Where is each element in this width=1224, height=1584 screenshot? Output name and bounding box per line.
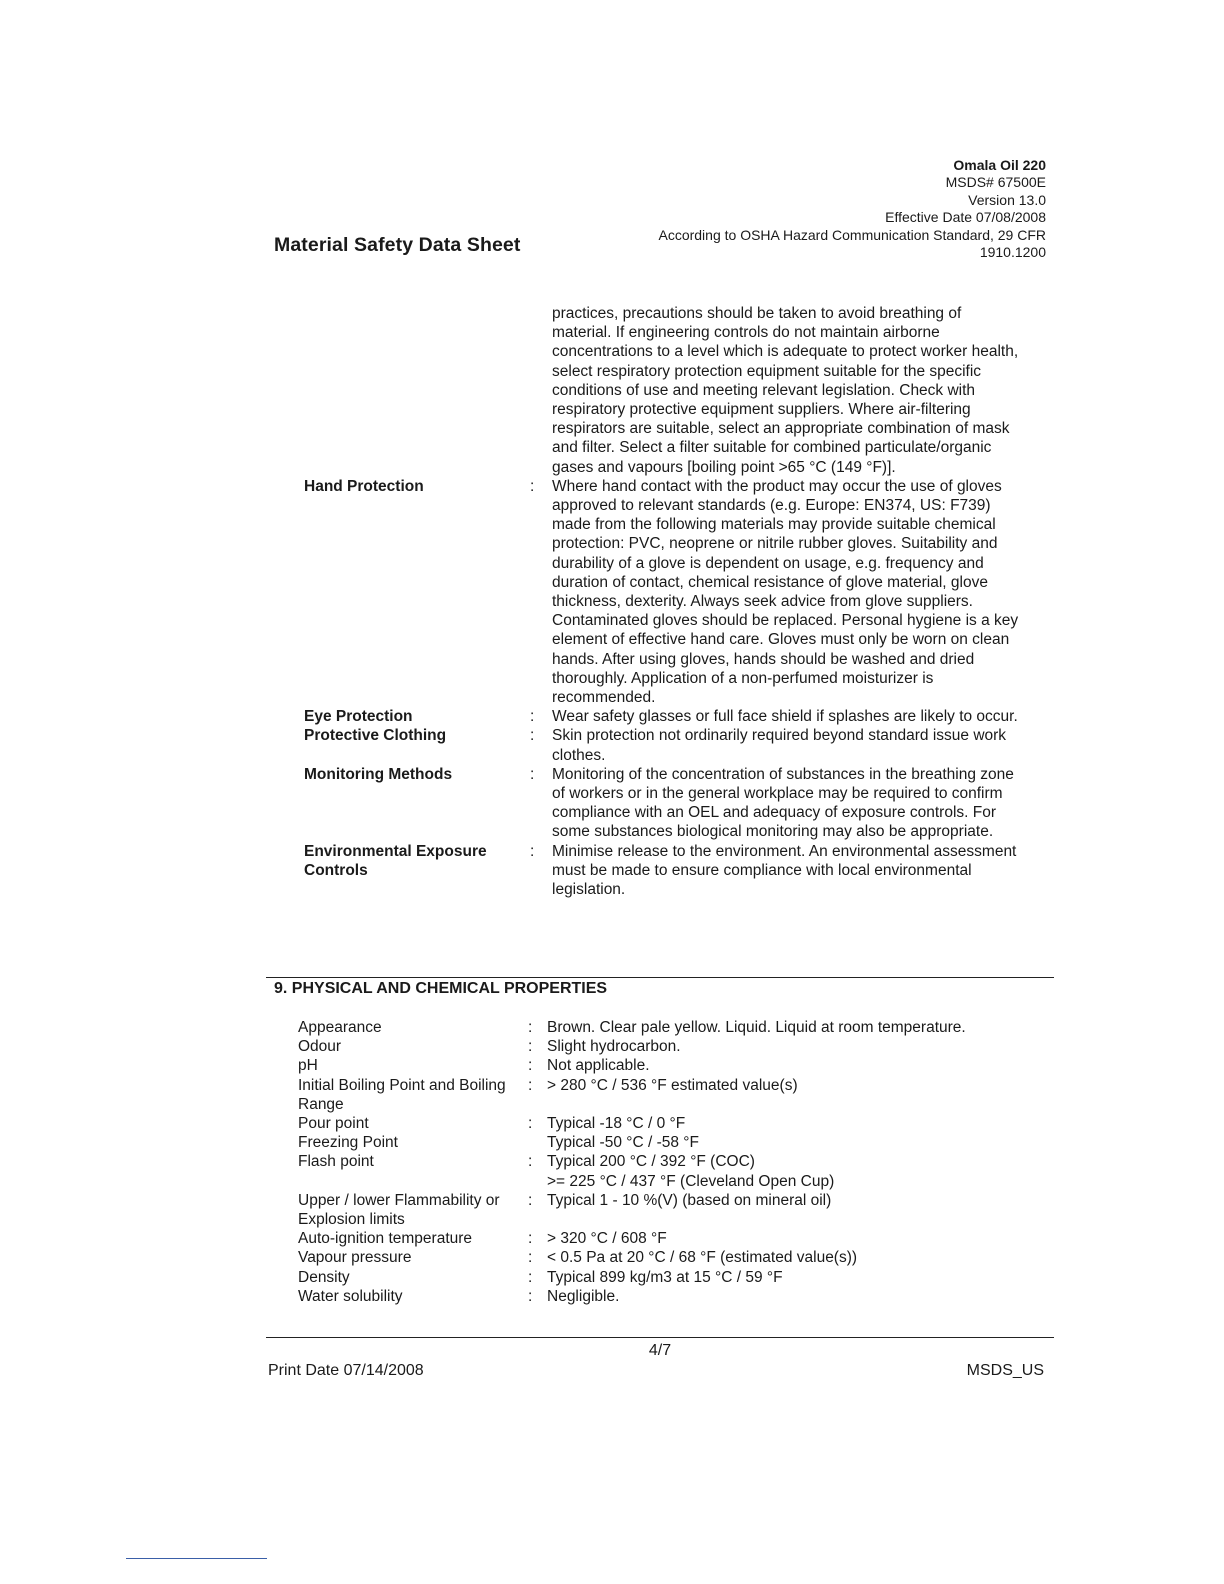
property-value: Typical -50 °C / -58 °F [547, 1134, 699, 1152]
property-value: Brown. Clear pale yellow. Liquid. Liquid at room temperature. [547, 1019, 966, 1036]
monitoring-methods-row: Monitoring Methods : Monitoring of the concentration of substances in the breathing zone of workers or in the general workplace may be required to confirm compliance with an OEL and adequacy of exposure controls. For some substances biological monitoring may also be appropriate. [304, 765, 1024, 842]
print-date: Print Date 07/14/2008 [268, 1362, 424, 1379]
property-row [298, 1133, 1018, 1152]
property-label: Freezing Point [298, 1134, 398, 1152]
property-row: Density : Typical 899 kg/m3 at 15 °C / 59 °F [298, 1268, 1018, 1287]
property-row: Pour point : Typical -18 °C / 0 °F [298, 1114, 1018, 1133]
protective-clothing-text: Skin protection not ordinarily required beyond standard issue work clothes. [552, 727, 1007, 764]
property-label: Initial Boiling Point and Boiling Range [298, 1076, 506, 1113]
property-value: Typical 200 °C / 392 °F (COC) [547, 1153, 755, 1171]
environmental-exposure-row: Environmental Exposure Controls : Minimise release to the environment. An environmental assessment must be made to ensure compliance with local environmental legislation. [304, 842, 1024, 900]
property-value: Typical -18 °C / 0 °F [547, 1115, 686, 1133]
eye-protection-text: Wear safety glasses or full face shield if splashes are likely to occur. [552, 708, 1018, 726]
hand-protection-text: Where hand contact with the product may occur the use of gloves approved to relevant standards (e.g. Europe: EN374, US: F739) made from the following materials may provide suitable chemical protection: PVC, neoprene or nitrile rubber gloves. Suitability and durability of a glove is dependent on usage, e.g. frequency and duration of contact, chemical resistance of glove material, glove thickness, dexterity. Always seek advice from glove suppliers. Contaminated gloves should be replaced. Personal hygiene is a key element of effective hand care. Gloves must only be worn on clean hands. After using gloves, hands should be washed and dried thoroughly. Application of a non-perfumed moisturizer is recommended. [552, 477, 1019, 707]
respiratory-continuation-row [304, 304, 1024, 477]
property-label: Upper / lower Flammability or Explosion limits [298, 1191, 500, 1229]
environmental-exposure-text: Minimise release to the environment. An environmental assessment must be made to ensure compliance with local environmental legislation. [552, 842, 1017, 899]
product-name: Omala Oil 220 [953, 157, 1046, 173]
effective-date: Effective Date 07/08/2008 [885, 209, 1046, 226]
property-value: Typical 899 kg/m3 at 15 °C / 59 °F [547, 1268, 783, 1286]
hand-protection-label: Hand Protection [304, 477, 424, 495]
property-label: Density [298, 1268, 350, 1286]
footnote-separator [126, 1558, 267, 1559]
property-value: Negligible. [547, 1287, 620, 1305]
environmental-exposure-label: Environmental Exposure Controls [304, 842, 487, 879]
osha-standard-line2: 1910.1200 [979, 244, 1046, 261]
eye-protection-row: Eye Protection : Wear safety glasses or full face shield if splashes are likely to occur. [304, 707, 1024, 726]
monitoring-methods-label: Monitoring Methods [304, 765, 453, 783]
property-value: Slight hydrocarbon. [547, 1038, 681, 1056]
header-meta [658, 157, 1046, 261]
exposure-controls-section [304, 304, 1024, 899]
property-label: Odour [298, 1038, 342, 1056]
section-9-heading: 9. PHYSICAL AND CHEMICAL PROPERTIES [274, 980, 608, 997]
property-row: pH : Not applicable. [298, 1056, 1018, 1075]
property-value: > 280 °C / 536 °F estimated value(s) [547, 1076, 798, 1094]
properties-table [298, 1018, 1018, 1306]
property-row: Odour : Slight hydrocarbon. [298, 1037, 1018, 1056]
property-row: Upper / lower Flammability or Explosion limits : Typical 1 - 10 %(V) (based on mineral oil) [298, 1191, 1018, 1229]
document-title: Material Safety Data Sheet [274, 234, 521, 256]
property-label: Appearance [298, 1019, 382, 1036]
property-row: Appearance : Brown. Clear pale yellow. Liquid. Liquid at room temperature. [298, 1018, 1018, 1037]
version: Version 13.0 [968, 191, 1046, 208]
property-label: Pour point [298, 1115, 369, 1133]
protective-clothing-row: Protective Clothing : Skin protection not ordinarily required beyond standard issue work clothes. [304, 726, 1024, 764]
monitoring-methods-text: Monitoring of the concentration of substances in the breathing zone of workers or in the general workplace may be required to confirm compliance with an OEL and adequacy of exposure controls. For some substances biological monitoring may also be appropriate. [552, 765, 1014, 841]
footer-divider [266, 1337, 1054, 1338]
property-label: Water solubility [298, 1287, 403, 1305]
property-label: Auto-ignition temperature [298, 1230, 473, 1248]
property-row: Flash point : Typical 200 °C / 392 °F (COC) >= 225 °C / 437 °F (Cleveland Open Cup) [298, 1152, 1018, 1190]
osha-standard-line1: According to OSHA Hazard Communication Standard, 29 CFR [658, 226, 1046, 243]
document-code: MSDS_US [966, 1362, 1044, 1379]
property-label: Vapour pressure [298, 1249, 412, 1267]
respiratory-continuation-text: practices, precautions should be taken to avoid breathing of material. If engineering controls do not maintain airborne concentrations to a level which is adequate to protect worker health, select respiratory protection equipment suitable for the specific conditions of use and meeting relevant legislation. Check with respiratory protective equipment suppliers. Where air-filtering respirators are suitable, select an appropriate combination of mask and filter. Select a filter suitable for combined particulate/organic gases and vapours [boiling point >65 °C (149 °F)]. [552, 305, 1019, 476]
property-row: Vapour pressure : < 0.5 Pa at 20 °C / 68 °F (estimated value(s)) [298, 1248, 1018, 1267]
property-row: Auto-ignition temperature : > 320 °C / 608 °F [298, 1229, 1018, 1248]
property-value: < 0.5 Pa at 20 °C / 68 °F (estimated value(s)) [547, 1249, 858, 1267]
property-value: Typical 1 - 10 %(V) (based on mineral oil) [547, 1191, 832, 1209]
section-divider [266, 977, 1054, 978]
property-row: Initial Boiling Point and Boiling Range : > 280 °C / 536 °F estimated value(s) [298, 1076, 1018, 1114]
property-value: Not applicable. [547, 1057, 650, 1075]
page-number: 4/7 [648, 1342, 672, 1359]
eye-protection-label: Eye Protection [304, 708, 413, 726]
property-label: Flash point [298, 1153, 374, 1171]
msds-number: MSDS# 67500E [945, 174, 1046, 191]
property-value: > 320 °C / 608 °F [547, 1230, 667, 1248]
property-row: Water solubility : Negligible. [298, 1287, 1018, 1306]
protective-clothing-label: Protective Clothing [304, 727, 447, 745]
property-value: >= 225 °C / 437 °F (Cleveland Open Cup) [547, 1172, 835, 1190]
hand-protection-row: Hand Protection : Where hand contact with the product may occur the use of gloves approved to relevant standards (e.g. Europe: EN374, US: F739) made from the following materials may provide suitable chemical protection: PVC, neoprene or nitrile rubber gloves. Suitability and durability of a glove is dependent on usage, e.g. frequency and duration of contact, chemical resistance of glove material, glove thickness, dexterity. Always seek advice from glove suppliers. Contaminated gloves should be replaced. Personal hygiene is a key element of effective hand care. Gloves must only be worn on clean hands. After using gloves, hands should be washed and dried thoroughly. Application of a non-perfumed moisturizer is recommended. [304, 477, 1024, 707]
property-label: pH [298, 1057, 318, 1075]
